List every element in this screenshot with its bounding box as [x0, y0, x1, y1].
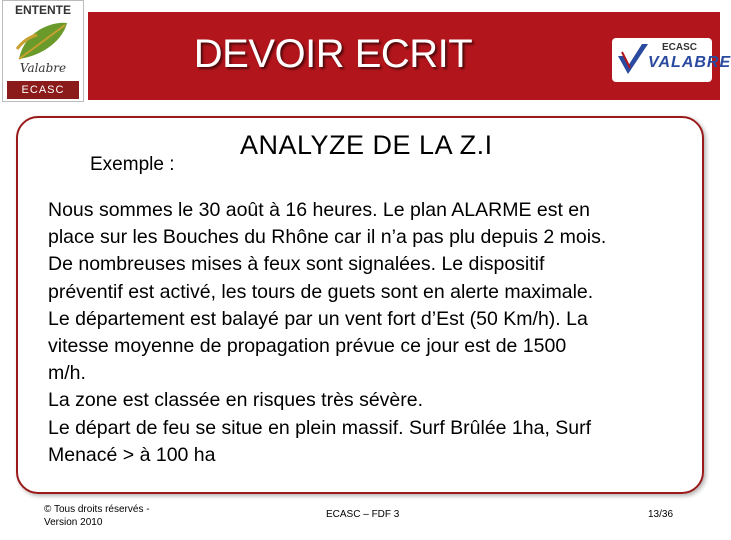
example-label: Exemple : — [90, 154, 175, 175]
body-line: Nous sommes le 30 août à 16 heures. Le plan ALARME est en — [48, 199, 590, 221]
checkmark-icon — [616, 42, 650, 78]
page-number: 13/36 — [648, 509, 674, 520]
logo-right-ecasc-text: ECASC — [662, 42, 698, 53]
logo-entente-text: ENTENTE — [14, 3, 71, 17]
body-line: Menacé > à 100 ha — [48, 443, 216, 466]
body-line: De nombreuses mises à feux sont signalées. Le dispositif — [48, 253, 545, 276]
body-line: place sur les Bouches du Rhône car il n’a pas plu depuis 2 mois. — [48, 226, 607, 249]
body-line: La zone est classée en risques très sévère. — [48, 389, 424, 412]
entente-valabre-logo — [2, 0, 84, 102]
logo-right-valabre-text: VALABRE — [648, 54, 731, 71]
ecasc-valabre-logo — [612, 38, 731, 82]
footer-center-text: ECASC – FDF 3 — [326, 509, 400, 520]
footer-copyright — [44, 503, 150, 529]
version-line: Version 2010 — [44, 517, 103, 528]
body-line: préventif est activé, les tours de guets sont en alerte maximale. — [48, 280, 594, 303]
logo-ecasc-text: ECASC — [7, 81, 79, 99]
section-title: ANALYZE DE LA Z.I — [240, 130, 493, 160]
body-line: Le département est balayé par un vent fort d’Est (50 Km/h). La — [48, 307, 588, 330]
body-line: m/h. — [48, 362, 86, 385]
exercise-text — [48, 197, 708, 469]
logo-valabre-text: Valabre — [19, 61, 67, 75]
body-line: vitesse moyenne de propagation prévue ce jour est de 1500 — [48, 335, 567, 358]
leaf-icon — [15, 19, 71, 63]
page-title: DEVOIR ECRIT — [193, 32, 473, 76]
body-line: Le départ de feu se situe en plein massif. Surf Brûlée 1ha, Surf — [48, 416, 592, 439]
copyright-line: © Tous droits réservés - — [44, 504, 150, 515]
